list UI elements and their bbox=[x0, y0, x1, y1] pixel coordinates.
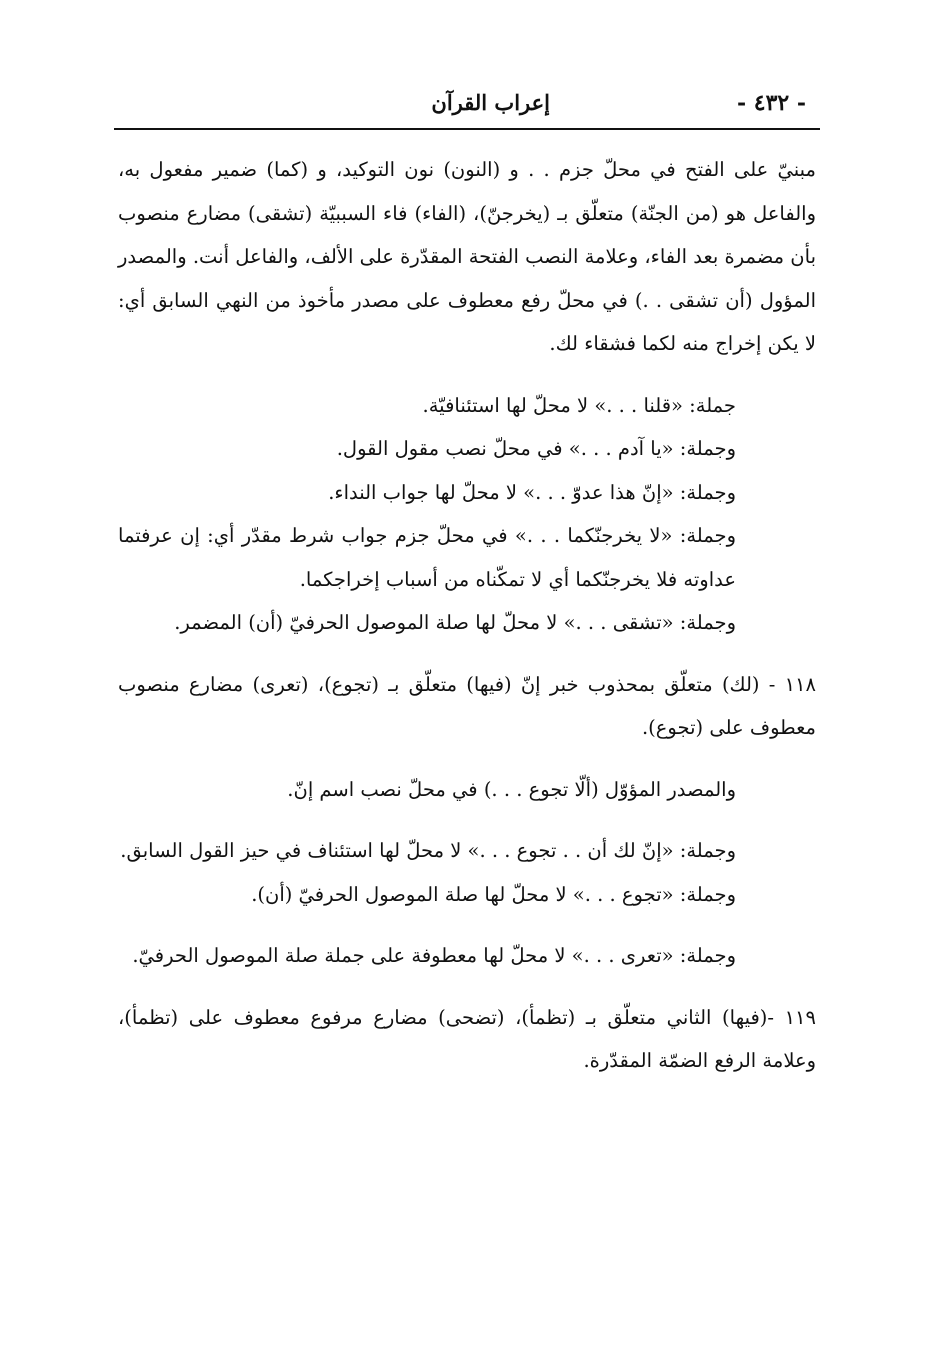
sentence-analysis-line: وجملة: «تشقى . . .» لا محلّ لها صلة الموصول الحرفيّ (أن) المضمر. bbox=[174, 611, 736, 634]
header-divider bbox=[114, 128, 820, 130]
sentence-analysis-line: وجملة: «إنّ لك أن . . تجوع . . .» لا محلّ لها استئناف في حيز القول السابق. bbox=[120, 839, 736, 862]
sentence-analysis-line: وجملة: «لا يخرجنّكما . . .» في محلّ جزم جواب شرط مقدّر أي: إن عرفتما عداوته فلا يخرجنّكما أي لا تمكّناه من أسباب إخراجكما. bbox=[118, 524, 736, 591]
verse-119-paragraph: ١١٩ -(فيها) الثاني متعلّق بـ (تظمأ)، (تضحى) مضارع مرفوع معطوف على (تظمأ)، وعلامة الرفع الضمّة المقدّرة. bbox=[118, 1005, 816, 1072]
paragraph-continuation: مبنيّ على الفتح في محلّ جزم . . و (النون) نون التوكيد، و (كما) ضمير مفعول به، والفاعل هو (من الجنّة) متعلّق بـ (يخرجنّ)، (الفاء) فاء السببيّة (تشقى) مضارع منصوب بأن مضمرة بعد الفاء، وعلامة النصب الفتحة المقدّرة على الألف، والفاعل أنت. والمصدر المؤول (أن تشقى . .) في محلّ رفع معطوف على مصدر مأخوذ من النهي السابق أي: لا يكن إخراج منه لكما فشقاء لك. bbox=[118, 158, 816, 355]
sentence-analysis-line: وجملة: «إنّ هذا عدوّ . . .» لا محلّ لها جواب النداء. bbox=[328, 480, 736, 504]
verse-118-paragraph: ١١٨ - (لك) متعلّق بمحذوب خبر إنّ (فيها) متعلّق بـ (تجوع)، (تعرى) مضارع منصوب معطوف على (تجوع). bbox=[118, 672, 816, 739]
running-title: إعراب القرآن bbox=[431, 90, 550, 115]
page-header bbox=[114, 88, 820, 124]
sentence-analysis-line: جملة: «قلنا . . .» لا محلّ لها استئنافيّة. bbox=[422, 393, 736, 417]
sentence-analysis-line: وجملة: «يا آدم . . .» في محلّ نصب مقول القول. bbox=[336, 437, 736, 460]
page-number: - ٤٣٢ - bbox=[736, 90, 806, 116]
page-body bbox=[118, 148, 816, 1083]
sentence-analysis-line: وجملة: «تجوع . . .» لا محلّ لها صلة الموصول الحرفيّ (أن). bbox=[251, 882, 736, 906]
sentence-analysis-line: وجملة: «تعرى . . .» لا محلّ لها معطوفة على جملة صلة الموصول الحرفيّ. bbox=[132, 944, 736, 967]
sentence-analysis-line: والمصدر المؤوّل (ألّا تجوع . . .) في محلّ نصب اسم إنّ. bbox=[287, 777, 736, 801]
